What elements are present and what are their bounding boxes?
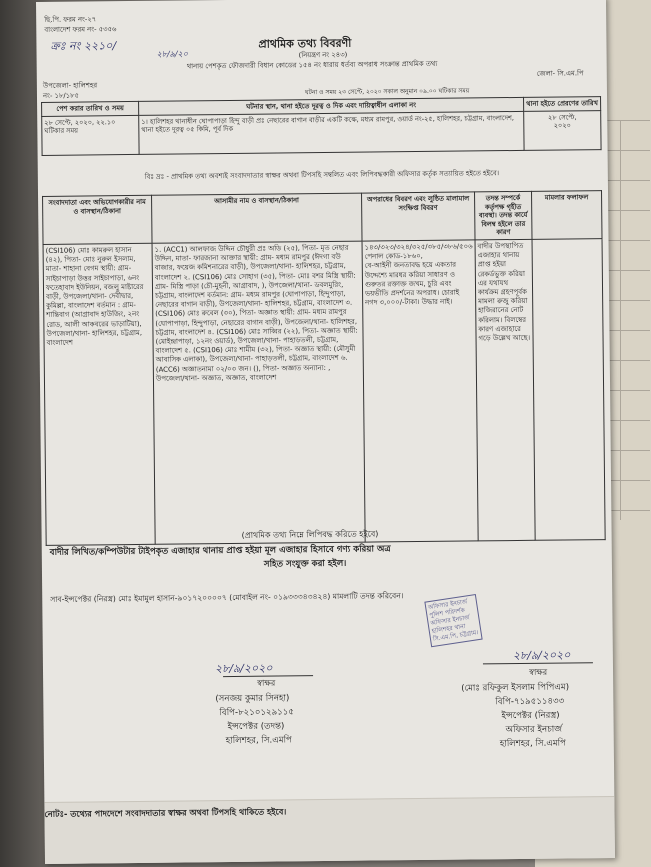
offence-value: ১৪৩/৩২৩/৩২৪/৩২৫/৩৮৫/৩৮৬/৫০৬ পেনাল কোড-১৮৬০, বে-আইনী জনতাবদ্ধ হয়ে একতার উদ্দেশ্যে মারধর করিয়া সাধারণ ও গুরুতর রক্তাক্ত জখম, চুরি এবং ভয়ভীতি প্রদর্শনের অপরাধ। চোরাই নগদ ৩,০০০/-টাকা। উদ্ধার নাই। (362, 240, 478, 542)
accused-header: আসামীর নাম ও বাসস্থান/ঠিকানা (152, 193, 362, 243)
note-line: বিঃ দ্রঃ - প্রাথমিক তথ্য অবশ্যই সংবাদদাতার স্বাক্ষর অথবা টিপসহি সম্বলিত এবং লিপিবদ্ধকারী অফিসার কর্তৃক সত্যায়িত হইতে হইবে। (144, 169, 500, 181)
informant-value: (CSI106) মোঃ কামরুল হাসান (৪২), পিতা- মোঃ নুরুল ইসলাম, মাতা- শাহানা বেগম স্থায়ী: গ্রাম- সাইচাপাড়া উত্তর সাইচাপাড়া, ৬নং ফতেহাবাদ ইউনিয়ন, বজলু মাষ্টারের বাড়ী, উপজেলা/থানা- দেবীদ্বার, কুমিল্লা, বাংলাদেশ বর্তমান : গ্রাম- শান্তিবাগ (আগ্রাবাদ হাউজিং, ২নং রোড, আলী আকবরের ভাড়াটিয়া), উপজেলা/থানা- হালিশহর, চট্টগ্রাম, বাংলাদেশ (43, 243, 155, 545)
incident-time: ঘটনা ও সময় ২৩ সেপ্টে, ২০২০ সকাল অনুমান ০৯.০০ ঘটিকার সময় (304, 87, 470, 97)
action-header: তদন্ত সম্পর্কে কর্তৃপক্ষ গৃহীত ব্যবস্থা। তদন্ত কার্যে বিলম্ব হইলে তার কারণ (474, 191, 531, 240)
form-number: ছি.পি. ফরম নং-২৭ (44, 15, 97, 24)
result-value (532, 239, 605, 541)
right-signature-label: স্বাক্ষর (528, 667, 548, 677)
submit-time-header: পেশ করার তারিখ ও সময় (42, 101, 139, 116)
right-signer-role: অফিসার ইনচার্জ (505, 724, 562, 736)
right-signer-rank: ইন্সপেক্টর (নিরস্ত্র) (501, 710, 560, 722)
left-handwritten-date: ২৮/৯/২০২০ (214, 661, 273, 676)
statement-line-1: বাদীর লিখিত/কম্পিউটার টাইপকৃত এজাহার থানায় প্রাপ্ত হইয়া মূল এজাহার হিসাবে গণ্য করিয়া অত্র (49, 544, 391, 558)
accused-value: ১. (ACC1) আলফাজ উদ্দিন চৌধুরী প্রঃ অডি (২৫), পিতা- মৃত নেছার উদ্দিন, মাতা- ফারজানা আক্তার স্থায়ী: গ্রাম- মধ্যম রামপুর (ঈদগা বউ বাজার, ফয়েজ কমিশনারের বাড়ী), উপজেলা/থানা- হালিশহর, চট্টগ্রাম, বাংলাদেশ ২. (CSI106) মোঃ সোহাগ (৩৫), পিতা- মোঃ বশর মিস্ত্রি স্থায়ী: গ্রাম- মিস্ত্রি পাড়া (চৌ-মুহনী, আগ্রাবাদ, ), উপজেলা/থানা- ডবলমুরিং, চট্টগ্রাম, বাংলাদেশ বর্তমান: গ্রাম- মধ্যম রামপুর (ঘোপাপাড়া, হিন্দুপাড়া, নেছারের বাগান বাড়ী), উপজেলা/থানা- হালিশহর, চট্টগ্রাম, বাংলাদেশ ৩. (CSI106) মোঃ রুবেল (৩০), পিতা- অজ্ঞাত স্থায়ী: গ্রাম- মধ্যম রামপুর (ঘোপাপাড়া, হিন্দুপাড়া, নেছারের বাগান বাড়ী), উপজেলা/থানা- হালিশহর, চট্টগ্রাম, বাংলাদেশ ৪. (CSI106) মোঃ সাব্বির (২২), পিতা- অজ্ঞাত স্থায়ী: (মোইন্দ্রাপাড়া, ১২নং ওয়ার্ড), উপজেলা/থানা- পাহাড়তলী, চট্টগ্রাম, বাংলাদেশ ৫. (CSI106) মোঃ শামীম (৩২), পিতা- অজ্ঞাত স্থায়ী: (মৌসুমী আবাসিক এলাকা), উপজেলা/থানা- পাহাড়তলী, চট্টগ্রাম, বাংলাদেশ ৬. (ACC6) অজ্ঞাতনামা ০২/০৩ জন। (), পিতা- অজ্ঞাত অন্যান্য: , উপজেলা/থানা- অজ্ঞাত, অজ্ঞাত, বাংলাদেশ (152, 241, 365, 544)
main-info-table (42, 190, 606, 546)
informant-header: সংবাদদাতা এবং অভিযোগকারীর নাম ও বাসস্থান/ঠিকানা (43, 195, 152, 244)
left-signature-label: স্বাক্ষর (257, 678, 276, 688)
bd-form-number: বাংলাদেশ ফরম নং- ৫৩৫৬ (44, 25, 117, 34)
bottom-note: নোটঃ- তথ্যের পাদদেশে সংবাদদাতার স্বাক্ষর অথবা টিপসহি থাকিতে হইবে। (44, 806, 287, 819)
submit-time-value: ২৮ সেপ্টে, ২০২০, ২২.১০ ঘটিকার সময় (42, 115, 139, 155)
right-signer-name: (মোঃ রফিকুল ইসলাম পিপিএম) (461, 682, 570, 694)
place-header: ঘটনার স্থান, থানা হইতে দূরত্ব ও দিক এবং দায়িত্বাধীন এলাকা নং (139, 97, 524, 115)
place-value: ১। হালিশহর থানাধীন ঘোপাপাড়া হিন্দু বাড়ী প্রঃ নেছারের বাগান বাড়ীর একটি কক্ষে, মধ্যম রামপুর, ওয়ার্ড নং-২৫, হালিশহর, চট্টগ্রাম, বাংলাদেশ, থানা হইতে দূরত্ব ০৫ কিমি, পূর্ব দিক (139, 111, 524, 154)
result-header: মামলার ফলাফল (531, 191, 602, 240)
top-info-table (41, 96, 602, 155)
rule-number: (নিয়ন্ত্রণ নং ২৪৩) (298, 50, 348, 60)
left-signer-station: হালিশহর, সি.এমপি (225, 735, 292, 747)
handwritten-ref-date: ২৮/৯/২০ (156, 49, 188, 59)
oc-stamp: অফিসার ইনচার্জ পুলিশ পরিদর্শক অফিসার ইনচার্জ হালিশহর থানা সি.এম.পি, চট্টগ্রাম। (424, 594, 482, 647)
statement-line-2: সহিত সংযুক্ত করা হইল। (263, 558, 347, 570)
right-handwritten-date: ২৮/৯/২০২০ (512, 648, 571, 663)
case-number: নং- ১৮/১৮৫ (42, 91, 79, 100)
investigation-officer-line: সাব-ইন্সপেক্টর (নিরস্ত্র) মোঃ ইমামুল হাসান-৯০১৭২০০০০৭ (মোবাইল নং- ০১৯৩৩৩৪৩৪২৪) মামলাটি তদন্ত করিবেন। (50, 591, 404, 604)
left-signer-name: (সনজয় কুমার সিনহা) (215, 693, 290, 705)
right-signer-bp: বিপি-৭১৯৫১১৪৩৩ (495, 696, 565, 708)
bottom-strip (44, 796, 615, 864)
fir-document (36, 0, 615, 864)
document-subtitle: থানায় পেশকৃত ফৌজদারী বিধান কোডের ১৫৪ নং ধারায় ধর্তব্য অপরাধ সংক্রান্ত প্রাথমিক তথ্য (186, 59, 438, 71)
offence-header: অপরাধের বিবরণ এবং লুন্ঠিত মালামাল সংক্ষিপ্ত বিবরণ (362, 192, 475, 241)
recorded-note: (প্রাথমিক তথ্য নিম্নে লিপিবদ্ধ করিতে হইবে) (241, 529, 379, 540)
document-title: প্রাথমিক তথ্য বিবরণী (258, 36, 352, 51)
left-signer-bp: বিপি-৮২১০১২৯১১৫ (219, 707, 294, 719)
right-signer-station: হালিশহর, সি.এমপি (499, 738, 566, 750)
action-value: বাদীর উপস্থাপিত এজাহার থানায় প্রাপ্ত হইয়া রেকর্ডভুক্ত করিয়া এর যথাযথ কার্যক্রম গ্রহণপূর্বক মামলা রুজু করিয়া হাজিরানের নোট করিলাম। বিলম্বের কারণ এজাহারে গড়ে উল্লেখ আছে। (475, 239, 535, 541)
left-signer-rank: ইন্সপেক্টর (তদন্ত) (227, 721, 285, 733)
upazila: উপজেলা- হালিশহর (42, 81, 98, 90)
district: জেলা- সি.এম.পি (536, 69, 584, 78)
dispatch-date-header: থানা হইতে প্রেরণের তারিখ (524, 97, 601, 111)
handwritten-ref: ক্রঃ নং ২২১০/ (50, 39, 117, 53)
dispatch-date-value: ২৮ সেপ্টে, ২০২০ (524, 110, 601, 150)
